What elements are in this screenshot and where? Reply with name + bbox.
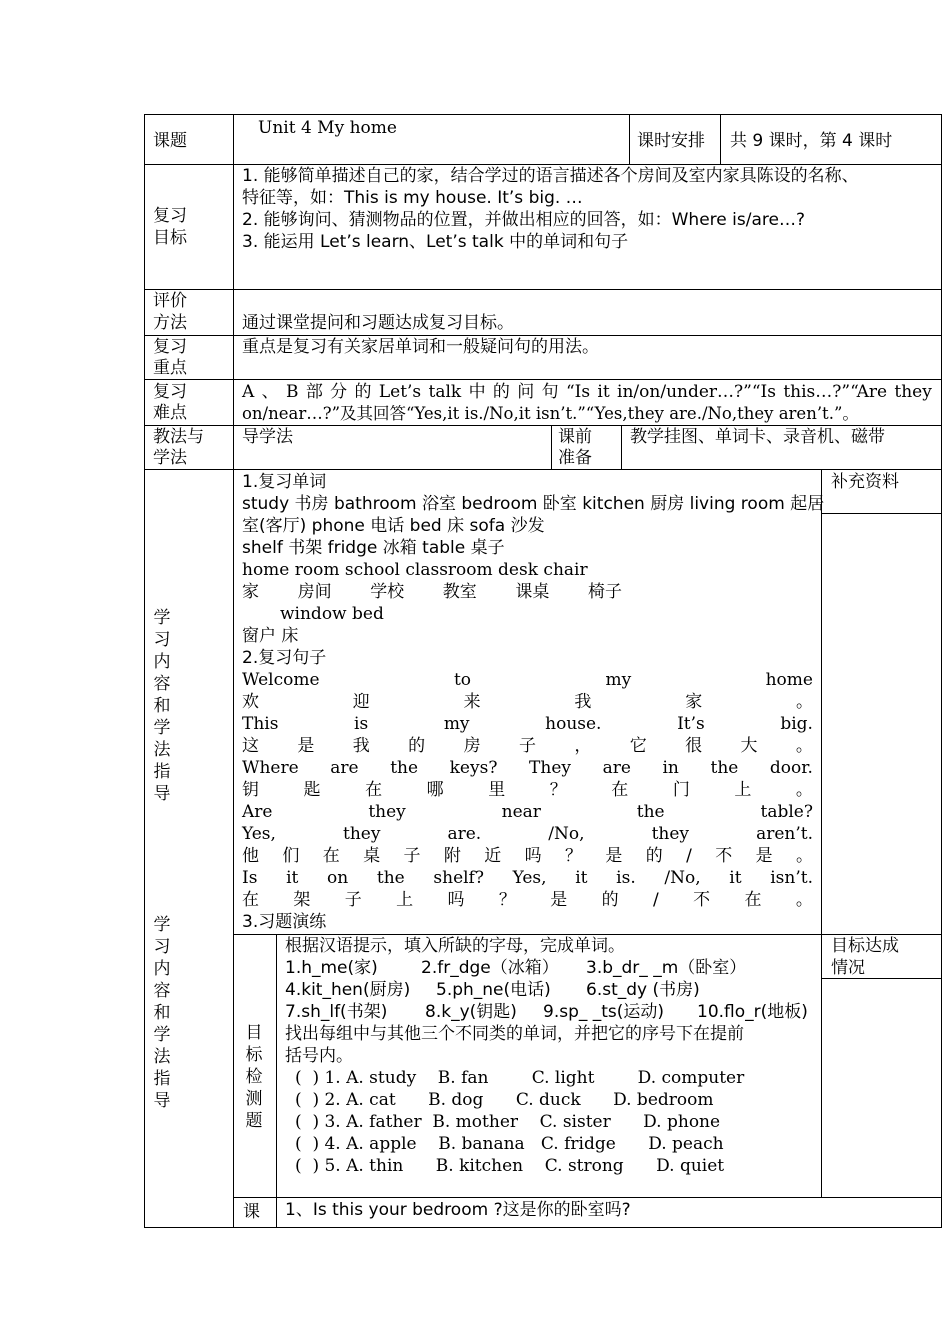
word: 教室 [442,582,477,602]
difficulty-line-2: on/near…?”及其回答“Yes,it is./No,it isn’t.”“Yes,they are./No,they aren’t.”。 [242,404,859,423]
word: table? [760,802,813,822]
word: to [453,670,472,690]
sentence-cn [242,691,813,713]
word: 他 [242,846,259,866]
word: big. [780,714,813,734]
word: 子 [518,736,536,756]
word: 是 [297,736,315,756]
word: Yes, [242,824,276,844]
word: A [242,382,255,402]
fill-item: 10.flo_r(地板) [697,1002,808,1022]
word: ， [574,736,592,756]
rule [233,114,234,1228]
word: 桌 [363,846,381,866]
words-line: study 书房 bathroom 浴室 bedroom 卧室 kitchen 厨房 living room 起居 [242,494,825,514]
content-side-label-2: 学习内容和学法指导 [153,915,171,1111]
word: it [729,868,742,888]
word: 是 [550,890,568,910]
word: 附 [443,846,461,866]
word: the [636,802,665,822]
word: B [285,382,299,402]
word: 吗 [447,890,465,910]
word: 房间 [297,582,332,602]
word: 家 [242,582,259,602]
word: 近 [484,846,502,866]
word: in/on/under…?”“Is [617,382,776,402]
supplement-label: 补充资料 [831,472,899,492]
sentence-en [242,757,813,779]
word: 。 [795,736,813,756]
choice-item: ( ) 2. A. cat B. dog C. duck D. bedroom [295,1090,714,1110]
word: 欢 [242,692,259,712]
word: Yes, [512,868,547,888]
goal-line: 1. 能够简单描述自己的家，结合学过的语言描述各个房间及室内家具陈设的名称、 [242,166,859,186]
word: 上 [734,780,752,800]
word: it [286,868,299,888]
word: 它 [629,736,647,756]
goal-line: 2. 能够询问、猜测物品的位置，并做出相应的回答，如：Where is/are…? [242,210,805,230]
word: home [765,670,813,690]
word: isn’t. [770,868,813,888]
word: /No, [548,824,585,844]
word: are [602,758,631,778]
method-label: 学法 [153,448,187,468]
difficulty-label: 复习 [153,382,187,402]
prep-value: 教学挂图、单词卡、录音机、磁带 [630,427,885,447]
word: 上 [396,890,414,910]
word: 在 [365,780,383,800]
rule [629,114,630,164]
words-line: home room school classroom desk chair [242,560,588,580]
prep-label: 准备 [558,448,592,468]
test-instruction: 根据汉语提示，填入所缺的字母，完成单词。 [285,936,625,956]
word: talk [428,382,462,402]
sentence-cn [242,889,813,911]
rule [144,289,941,290]
word: 我 [352,736,370,756]
word: shelf? [433,868,484,888]
rule [144,379,941,380]
word: this…?”“Are [783,382,888,402]
rule [144,114,941,115]
word: 来 [463,692,481,712]
word: Where [242,758,299,778]
word: they [651,824,690,844]
word: Let’s [378,382,422,402]
word: door. [769,758,813,778]
word: This [242,714,279,734]
choice-item: ( ) 5. A. thin B. kitchen C. strong D. quiet [295,1156,725,1176]
word: 这 [242,736,259,756]
word: /No, [664,868,701,888]
sentence-en [242,713,813,735]
word: 在 [744,890,762,910]
fill-item: 4.kit_hen(厨房) [285,980,411,1000]
word: 。 [795,692,813,712]
goals-label: 目标 [153,228,187,248]
word: “Is [565,382,591,402]
word: 。 [795,846,813,866]
word: the [390,758,419,778]
word: 。 [795,780,813,800]
word: Welcome [242,670,320,690]
word: 架 [293,890,311,910]
word: 的 [354,382,372,402]
fill-item: 1.h_me(家) [285,958,378,978]
word: are [330,758,359,778]
word: Are [242,802,273,822]
choice-item: ( ) 1. A. study B. fan C. light D. computer [295,1068,745,1088]
sentence-en [242,801,813,823]
rule [821,469,822,1197]
method-value: 导学法 [242,427,293,447]
word: 是 [605,846,623,866]
test-instruction: 括号内。 [285,1046,353,1066]
sentence-en [242,669,813,691]
word: my [443,714,470,734]
words-line: window bed [280,604,384,624]
word: house. [545,714,602,734]
result-label: 目标达成 [831,936,899,956]
word: 匙 [303,780,321,800]
word: near [501,802,541,822]
word: 学校 [370,582,405,602]
rule [621,425,622,469]
word: is. [616,868,636,888]
choice-item: ( ) 3. A. father B. mother C. sister D. phone [295,1112,721,1132]
evaluation-label: 方法 [153,313,187,333]
word: 子 [344,890,362,910]
word: 里 [488,780,506,800]
review-words-title: 1.复习单词 [242,472,327,492]
words-line: shelf 书架 fridge 冰箱 table 桌子 [242,538,505,558]
rule [233,1197,941,1198]
difficulty-label: 难点 [153,403,187,423]
word: 中 [468,382,486,402]
word: 房 [463,736,481,756]
word: 吗 [524,846,542,866]
word: 课桌 [515,582,550,602]
schedule-label: 课时安排 [637,131,705,151]
word: 部 [305,382,323,402]
words-line: 窗户 床 [242,626,299,646]
content-side-label: 学习内容和学法指导 [153,608,171,804]
word: 不 [693,890,711,910]
goal-line: 3. 能运用 Let’s learn、Let’s talk 中的单词和句子 [242,232,629,252]
word: 不 [715,846,733,866]
method-label: 教法与 [153,427,204,447]
rule [276,934,277,1228]
course-label: 课题 [153,131,187,151]
word: 的 [601,890,619,910]
word: 们 [282,846,300,866]
test-instruction: 找出每组中与其他三个不同类的单词，并把它的序号下在提前 [285,1024,744,1044]
word: it [597,382,610,402]
fill-item: 3.b_dr_ _m（卧室） [586,958,747,978]
evaluation-label: 评价 [153,291,187,311]
word: 很 [685,736,703,756]
word: 问 [517,382,535,402]
goal-line: 特征等，如：This is my house. It’s big. … [242,188,583,208]
rule [551,425,552,469]
word: 。 [795,890,813,910]
word: / [686,846,692,866]
word: my [605,670,632,690]
sentence-cn [242,779,813,801]
word: ？ [565,846,582,866]
fill-item: 6.st_dy (书房) [586,980,700,1000]
fill-item: 9.sp_ _ts(运动) [543,1002,665,1022]
word: 在 [322,846,340,866]
word: aren’t. [756,824,813,844]
word: on [327,868,349,888]
word: 门 [672,780,690,800]
focus-label: 重点 [153,358,187,378]
rule [821,513,941,514]
result-label: 情况 [831,958,865,978]
fill-item: 2.fr_dge（冰箱） [421,958,559,978]
word: 子 [403,846,421,866]
word: 句 [541,382,559,402]
exercise-title: 3.习题演练 [242,912,327,932]
word: is [354,714,369,734]
word: they [368,802,406,822]
evaluation-text: 通过课堂提问和习题达成复习目标。 [242,313,514,333]
word: / [653,890,659,910]
sentence-en [242,823,813,845]
rule [720,114,721,164]
word: are. [447,824,482,844]
fill-item: 8.k_y(钥匙) [425,1002,517,1022]
sentence-en [242,867,813,889]
rule [144,114,145,1228]
sentence-cn [242,735,813,757]
word: it [575,868,588,888]
goals-label: 复习 [153,206,187,226]
test-label: 目标检测题 [245,1023,263,1131]
word: 在 [242,890,259,910]
focus-label: 复习 [153,337,187,357]
word: 家 [685,692,703,712]
footer-label: 课 [243,1202,260,1222]
word: 哪 [426,780,444,800]
word: 的 [645,846,663,866]
word: They [529,758,571,778]
footer-text: 1、Is this your bedroom ?这是你的卧室吗? [285,1200,631,1220]
word: they [342,824,381,844]
prep-label: 课前 [558,427,592,447]
word: they [894,382,932,402]
word: in [662,758,679,778]
words-line-cn [242,581,622,603]
word: the [376,868,405,888]
word: ？ [549,780,567,800]
word: 钥 [242,780,259,800]
word: 我 [574,692,592,712]
course-value: Unit 4 My home [258,118,397,138]
word: the [710,758,739,778]
word: 在 [611,780,629,800]
fill-item: 5.ph_ne(电话) [436,980,551,1000]
word: 分 [330,382,348,402]
schedule-value: 共 9 课时，第 4 课时 [730,131,893,151]
words-line: 室(客厅) phone 电话 bed 床 sofa 沙发 [242,516,545,536]
word: Is [242,868,258,888]
rule [941,114,942,1228]
word: It’s [677,714,705,734]
rule [144,1227,941,1228]
sentence-cn [242,845,813,867]
word: 大 [740,736,758,756]
word: 椅子 [587,582,622,602]
review-sentences-title: 2.复习句子 [242,648,327,668]
word: 是 [755,846,773,866]
word: 的 [492,382,510,402]
word: 迎 [352,692,370,712]
word: keys? [449,758,498,778]
fill-item: 7.sh_lf(书架) [285,1002,388,1022]
difficulty-line-1 [242,381,932,403]
focus-text: 重点是复习有关家居单词和一般疑问句的用法。 [242,337,599,357]
word: 、 [261,382,279,402]
choice-item: ( ) 4. A. apple B. banana C. fridge D. peach [295,1134,724,1154]
word: 的 [408,736,426,756]
word: ？ [498,890,516,910]
